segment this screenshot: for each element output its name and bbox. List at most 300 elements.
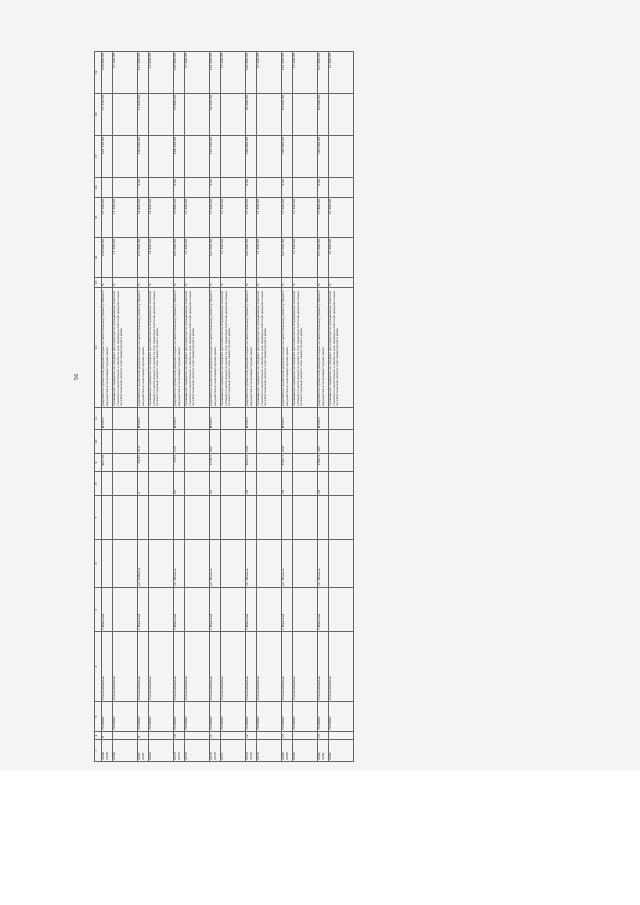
table-row: [113, 52, 138, 762]
table-cell: Улица Майская: [221, 632, 246, 702]
table-cell: 7230000: [246, 702, 257, 732]
column-number-header: 17: [95, 136, 102, 178]
table-cell: 2280: [293, 740, 318, 762]
table-cell: [113, 454, 138, 472]
table-cell: 12 940,00: [138, 198, 149, 238]
table-cell: Улица Майская: [102, 632, 113, 702]
table-cell: 223 000,00: [174, 238, 185, 278]
table-cell: 217 000,00: [138, 52, 149, 94]
row-id: 2270: [176, 752, 181, 760]
table-cell: %: [149, 278, 174, 288]
table-cell: [257, 178, 282, 198]
table-cell: [293, 732, 318, 740]
table-cell: [257, 408, 282, 430]
table-cell: 0,00: [282, 178, 293, 198]
column-number-header: 11: [95, 408, 102, 430]
table-cell: 422 000,00: [246, 52, 257, 94]
table-cell: [149, 732, 174, 740]
table-cell: 18: [246, 472, 257, 496]
table-cell: [329, 178, 354, 198]
table-row: [174, 52, 185, 762]
table-cell: 17 460,00: [221, 238, 246, 278]
table-cell: [185, 732, 210, 740]
table-cell: [221, 472, 246, 496]
table-cell: 17 160,00: [113, 238, 138, 278]
table-cell: [221, 588, 246, 632]
table-cell: [257, 430, 282, 454]
table-cell: [329, 408, 354, 430]
table-cell: ул. 9 Марта: [138, 540, 149, 588]
table-cell: [149, 408, 174, 430]
table-row: [293, 52, 318, 762]
table-cell: [102, 496, 113, 540]
table-cell: [282, 740, 293, 762]
table-cell: 7230000: [185, 702, 210, 732]
row-id: 2268: [104, 752, 109, 760]
table-cell: разработка проектной документации по капитальному ремонту общего имущества в многоквартирном доме: [174, 288, 185, 408]
table-cell: разработка проектной документации по капитальному ремонту общего имущества в многоквартирном доме: [318, 288, 329, 408]
table-cell: 400 000,00: [246, 136, 257, 178]
table-cell: проведение проверки на предмет достоверности определения сметной стоимости капитального ремонта или проверки сметной документации на капитальный ремонт многоквартирного дома: [113, 288, 138, 408]
table-cell: 4795,1: [282, 454, 293, 472]
table-cell: 7230000: [113, 702, 138, 732]
table-cell: 18: [282, 472, 293, 496]
table-cell: [149, 94, 174, 136]
table-cell: [329, 588, 354, 632]
table-cell: [113, 178, 138, 198]
table-cell: 0,00: [246, 178, 257, 198]
table-cell: 24: [174, 472, 185, 496]
table-cell: [113, 588, 138, 632]
table-cell: [138, 740, 149, 762]
row-id: 2268: [101, 752, 105, 760]
table-cell: 79,87: [138, 454, 149, 472]
table-cell: 203 060,00: [138, 136, 149, 178]
table-cell: 209 140,00: [174, 136, 185, 178]
table-cell: [185, 430, 210, 454]
table-cell: [282, 496, 293, 540]
table-cell: [221, 94, 246, 136]
table-cell: 2284: [329, 740, 354, 762]
table-row: [149, 52, 174, 762]
works-table: [94, 51, 354, 762]
column-number-header: 8: [95, 472, 102, 496]
table-cell: ИТОГО: [102, 408, 113, 430]
table-cell: 1333: [174, 454, 185, 472]
row-id: 2280: [281, 752, 285, 760]
table-cell: 227 170,00: [102, 136, 113, 178]
table-cell: [174, 740, 185, 762]
table-cell: [149, 472, 174, 496]
table-cell: 7230000: [149, 702, 174, 732]
table-cell: [113, 496, 138, 540]
table-cell: 7230000: [174, 702, 185, 732]
table-cell: ИТОГО: [318, 408, 329, 430]
table-cell: 2278: [257, 740, 282, 762]
table-cell: 17 160,00: [113, 198, 138, 238]
table-cell: ИТОГО: [174, 408, 185, 430]
table-cell: %: [210, 278, 221, 288]
table-cell: [185, 408, 210, 430]
row-id: 2279: [209, 752, 213, 760]
column-number-header: 10: [95, 430, 102, 454]
column-number-header: 2: [95, 732, 102, 740]
table-cell: [221, 136, 246, 178]
column-number-header: 7: [95, 496, 102, 540]
table-cell: %: [138, 278, 149, 288]
table-cell: 17 460,00: [185, 52, 210, 94]
table-cell: [257, 472, 282, 496]
table-cell: 13 940,00: [138, 94, 149, 136]
table-cell: %: [102, 278, 113, 288]
table-row: [246, 52, 257, 762]
table-cell: [185, 136, 210, 178]
table-cell: %: [293, 278, 318, 288]
table-cell: %: [257, 278, 282, 288]
table-cell: [221, 732, 246, 740]
rotated-table-container: [94, 52, 634, 762]
table-cell: [257, 732, 282, 740]
table-cell: Улица Майская: [210, 632, 221, 702]
table-cell: [329, 472, 354, 496]
table-cell: 1 Майская: [102, 588, 113, 632]
table-cell: [221, 496, 246, 540]
table-cell: 20 000,00: [318, 94, 329, 136]
table-cell: 17 460,00: [210, 198, 221, 238]
table-cell: [293, 454, 318, 472]
table-cell: [102, 178, 113, 198]
table-cell: [329, 540, 354, 588]
table-cell: 417 000,00: [318, 52, 329, 94]
table-cell: [257, 94, 282, 136]
table-cell: проведение проверки на предмет достоверности определения сметной стоимости капитального ремонта или проверки сметной документации на капитальный ремонт многоквартирного дома: [257, 288, 282, 408]
table-cell: [246, 496, 257, 540]
table-cell: %: [185, 278, 210, 288]
table-cell: [293, 408, 318, 430]
table-cell: 217 000,00: [138, 238, 149, 278]
table-cell: ул. Ленина: [174, 540, 185, 588]
table-cell: 1 Майская: [282, 588, 293, 632]
table-cell: 20 200,00: [210, 94, 221, 136]
table-cell: [210, 740, 221, 762]
table-cell: 7230000: [282, 702, 293, 732]
table-cell: [293, 430, 318, 454]
table-cell: [329, 94, 354, 136]
table-cell: 17 800,00: [318, 198, 329, 238]
table-cell: [257, 136, 282, 178]
table-cell: 0,00: [210, 178, 221, 198]
table-cell: 12: [246, 732, 257, 740]
table-cell: [293, 588, 318, 632]
table-cell: 13: [282, 732, 293, 740]
table-cell: 7230000: [102, 702, 113, 732]
table-cell: [185, 178, 210, 198]
table-cell: [102, 540, 113, 588]
table-row: [210, 52, 221, 762]
table-cell: 383 000,00: [282, 136, 293, 178]
table-cell: 7230000: [221, 702, 246, 732]
table-cell: [113, 94, 138, 136]
row-id: 2282: [317, 752, 321, 760]
column-number-header: 4: [95, 632, 102, 702]
table-cell: 961,50: [102, 454, 113, 472]
column-number-header: 1: [95, 740, 102, 762]
table-cell: [257, 588, 282, 632]
table-cell: [113, 540, 138, 588]
table-cell: проведение проверки на предмет достоверности определения сметной стоимости капитального ремонта или проверки сметной документации на капитальный ремонт многоквартирного дома: [293, 288, 318, 408]
table-cell: [318, 496, 329, 540]
table-cell: 17 460,00: [293, 198, 318, 238]
table-cell: [149, 136, 174, 178]
table-cell: 12 940,00: [149, 52, 174, 94]
table-cell: 2271: [221, 740, 246, 762]
table-cell: 0,00: [138, 178, 149, 198]
row-id: 2267: [140, 752, 145, 760]
table-cell: разработка проектной документации по капитальному ремонту общего имущества в многоквартирном доме: [210, 288, 221, 408]
table-cell: [102, 472, 113, 496]
table-cell: 383 000,00: [318, 136, 329, 178]
table-cell: 7230000: [329, 702, 354, 732]
table-cell: [113, 408, 138, 430]
table-row: [257, 52, 282, 762]
table-cell: Улица Майская: [293, 632, 318, 702]
table-cell: 7230000: [210, 702, 221, 732]
table-cell: 7230000: [293, 702, 318, 732]
table-cell: [174, 496, 185, 540]
table-cell: 18: [318, 472, 329, 496]
table-cell: Улица Майская: [185, 632, 210, 702]
table-cell: 7230000: [318, 702, 329, 732]
table-cell: [113, 430, 138, 454]
table-cell: ИТОГО: [138, 408, 149, 430]
table-cell: 183: [318, 430, 329, 454]
column-number-header: 18: [95, 94, 102, 136]
table-cell: 7230000: [138, 702, 149, 732]
table-cell: [293, 472, 318, 496]
table-cell: ИТОГО: [282, 408, 293, 430]
table-cell: Улица Майская: [149, 632, 174, 702]
table-cell: [246, 740, 257, 762]
table-cell: [149, 178, 174, 198]
table-cell: разработка проектной документации по капитальному ремонту общего имущества в многоквартирном доме: [138, 288, 149, 408]
table-row: [221, 52, 246, 762]
table-cell: ИТОГО: [246, 408, 257, 430]
table-cell: 1718,4: [210, 454, 221, 472]
table-cell: 0,00: [174, 178, 185, 198]
table-cell: [210, 496, 221, 540]
table-cell: 21 600,00: [329, 52, 354, 94]
table-cell: [318, 740, 329, 762]
column-number-header: 3: [95, 702, 102, 732]
header-row: [95, 52, 102, 762]
column-number-header: 6: [95, 540, 102, 588]
page-number: 56: [74, 373, 80, 380]
table-cell: 229: [282, 430, 293, 454]
table-cell: 17 160,00: [113, 52, 138, 94]
table-cell: Улица Майская: [174, 632, 185, 702]
table-cell: Улица Майская: [246, 632, 257, 702]
row-id: 2270: [173, 752, 177, 760]
table-cell: [221, 454, 246, 472]
table-cell: 17 460,00: [221, 52, 246, 94]
table-cell: 17 460,00: [293, 238, 318, 278]
table-cell: [185, 94, 210, 136]
table-cell: [293, 496, 318, 540]
table-cell: 2270: [185, 740, 210, 762]
table-cell: 17 240,00: [257, 238, 282, 278]
table-cell: 9: [138, 732, 149, 740]
table-cell: ул. Ленина: [210, 540, 221, 588]
table-cell: [185, 588, 210, 632]
table-cell: 1784,4: [318, 454, 329, 472]
table-cell: Улица Майская: [257, 632, 282, 702]
table-cell: Улица Майская: [138, 632, 149, 702]
table-cell: ул. Ленина: [282, 540, 293, 588]
table-cell: 421 000,00: [282, 52, 293, 94]
table-cell: 1 Майская: [138, 588, 149, 632]
table-cell: [293, 178, 318, 198]
table-cell: 210: [138, 430, 149, 454]
row-id: 2280: [284, 752, 289, 760]
table-cell: 20 000,00: [282, 94, 293, 136]
table-cell: 8: [102, 732, 113, 740]
table-row: [282, 52, 293, 762]
table-cell: [293, 136, 318, 178]
table-cell: 279 000,00: [102, 238, 113, 278]
table-cell: 1 Майская: [318, 588, 329, 632]
table-cell: %: [282, 278, 293, 288]
column-number-header: 5: [95, 588, 102, 632]
table-cell: 17 240,00: [257, 52, 282, 94]
table-cell: 403 540,00: [210, 136, 221, 178]
table-cell: [113, 136, 138, 178]
table-cell: Улица Майская: [282, 632, 293, 702]
table-cell: [149, 454, 174, 472]
table-cell: Улица Майская: [329, 632, 354, 702]
column-number-header: 19: [95, 52, 102, 94]
table-cell: [149, 496, 174, 540]
table-cell: 421 000,00: [210, 52, 221, 94]
table-cell: 10: [174, 732, 185, 740]
table-cell: %: [246, 278, 257, 288]
table-cell: [185, 540, 210, 588]
table-cell: 21 600,00: [329, 238, 354, 278]
table-cell: 22 000,00: [246, 94, 257, 136]
table-cell: [102, 740, 113, 762]
table-cell: 223 000,00: [174, 52, 185, 94]
row-id: 2279: [212, 752, 217, 760]
table-cell: 279 000,00: [102, 52, 113, 94]
table-cell: [102, 430, 113, 454]
table-cell: [257, 496, 282, 540]
table-cell: 17 460,00: [293, 52, 318, 94]
table-cell: 17 460,00: [185, 238, 210, 278]
table-cell: [149, 430, 174, 454]
table-cell: [329, 454, 354, 472]
table-cell: 17 460,00: [221, 198, 246, 238]
table-cell: 421 000,00: [282, 238, 293, 278]
column-number-header: 16: [95, 178, 102, 198]
table-cell: %: [329, 278, 354, 288]
table-cell: [113, 732, 138, 740]
table-row: [138, 52, 149, 762]
table-cell: 1 Майская: [210, 588, 221, 632]
table-cell: [185, 496, 210, 540]
table-cell: 17 460,00: [282, 198, 293, 238]
table-cell: [113, 472, 138, 496]
blank-area: [0, 770, 640, 905]
row-id: 2267: [137, 752, 141, 760]
row-id: 2278: [245, 752, 249, 760]
table-cell: [221, 540, 246, 588]
column-number-header: 15: [95, 198, 102, 238]
column-number-header: 9: [95, 454, 102, 472]
table-cell: [149, 540, 174, 588]
table-cell: [221, 408, 246, 430]
table-cell: 17 240,00: [246, 198, 257, 238]
table-cell: 14: [318, 732, 329, 740]
table-row: [185, 52, 210, 762]
table-cell: 12 940,00: [149, 198, 174, 238]
table-cell: 4: [138, 472, 149, 496]
table-cell: 0,00: [318, 178, 329, 198]
table-cell: разработка проектной документации по капитальному ремонту общего имущества в многоквартирном доме: [282, 288, 293, 408]
table-cell: [257, 540, 282, 588]
table-cell: [329, 732, 354, 740]
table-cell: проведение проверки на предмет достоверности определения сметной стоимости капитального ремонта или проверки сметной документации на капитальный ремонт многоквартирного дома: [221, 288, 246, 408]
table-cell: разработка проектной документации по капитальному ремонту общего имущества в многоквартирном доме: [246, 288, 257, 408]
table-cell: %: [174, 278, 185, 288]
table-cell: ИТОГО: [210, 408, 221, 430]
table-cell: 7230000: [257, 702, 282, 732]
table-cell: 1 Майская: [174, 588, 185, 632]
table-cell: [221, 430, 246, 454]
table-cell: ул. Ленина: [318, 540, 329, 588]
table-cell: %: [318, 278, 329, 288]
table-cell: 13 860,00: [174, 94, 185, 136]
table-cell: [329, 136, 354, 178]
table-cell: разработка проектной документации по капитальному ремонту общего имущества в многоквартирном доме: [102, 288, 113, 408]
table-cell: 12 940,00: [149, 238, 174, 278]
table-cell: %: [113, 278, 138, 288]
column-number-header: 14: [95, 238, 102, 278]
row-id: 2281: [320, 752, 325, 760]
table-cell: 13 860,00: [174, 198, 185, 238]
table-row: [329, 52, 354, 762]
table-cell: 202: [210, 430, 221, 454]
table-cell: 17 240,00: [257, 198, 282, 238]
table-cell: проведение проверки на предмет достоверности определения сметной стоимости капитального ремонта или проверки сметной документации на капитальный ремонт многоквартирного дома: [149, 288, 174, 408]
table-body: [102, 52, 354, 762]
table-cell: [138, 496, 149, 540]
table-cell: 21 600,00: [329, 198, 354, 238]
table-cell: 24: [210, 472, 221, 496]
table-cell: 11 370,00: [102, 94, 113, 136]
table-cell: 249: [246, 430, 257, 454]
table-cell: [185, 454, 210, 472]
column-number-header: 13: [95, 278, 102, 288]
table-cell: 2269: [149, 740, 174, 762]
table-cell: 421 000,00: [210, 238, 221, 278]
table-row: [102, 52, 113, 762]
table-cell: [329, 430, 354, 454]
table-cell: 11: [210, 732, 221, 740]
table-cell: [293, 94, 318, 136]
table-cell: проведение проверки на предмет достоверности определения сметной стоимости капитального ремонта или проверки сметной документации на капитальный ремонт многоквартирного дома: [329, 288, 354, 408]
row-id: 2278: [248, 752, 253, 760]
table-cell: ул. Ленина: [246, 540, 257, 588]
table-cell: Улица Майская: [113, 632, 138, 702]
